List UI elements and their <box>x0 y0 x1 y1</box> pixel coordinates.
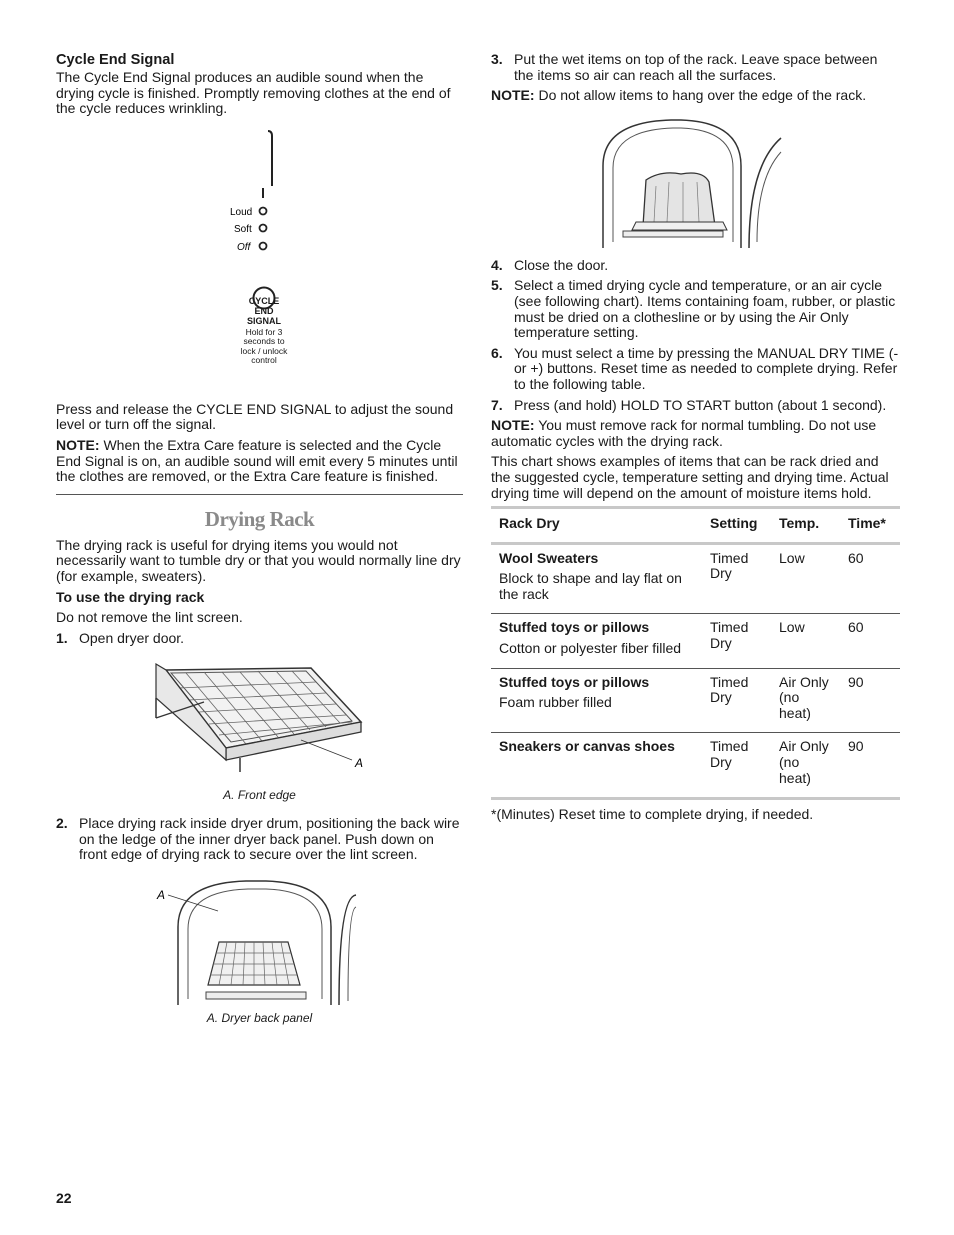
press-release-text: Press and release the CYCLE END SIGNAL to adjust the sound level or turn off the signal. <box>56 400 454 433</box>
door-inner-edge <box>757 152 781 242</box>
section-divider <box>56 494 463 495</box>
step-number: 7. <box>491 396 503 413</box>
rack-in-drum-illustration <box>56 877 463 1017</box>
level-soft-label: Soft <box>234 223 252 235</box>
step-number: 1. <box>56 629 68 646</box>
item-name: Stuffed toys or pillows <box>499 619 650 636</box>
item-cell <box>491 668 702 733</box>
time-cell: 90 <box>840 733 900 799</box>
rack-edge <box>632 222 727 230</box>
callout-a: A <box>157 887 166 902</box>
header-setting: Setting <box>702 508 771 544</box>
table-footnote: *(Minutes) Reset time to complete drying, if needed. <box>491 806 814 823</box>
step-text: Put the wet items on top of the rack. Leave space between the items so air can reach all the surfaces. <box>514 51 878 83</box>
step-text: Open dryer door. <box>79 629 185 646</box>
lock-control-hint <box>226 328 302 366</box>
table-row <box>491 733 900 799</box>
hint-line2: seconds to <box>243 336 285 347</box>
lint-screen-ledge <box>623 231 723 237</box>
items-on-rack-illustration <box>491 116 900 254</box>
level-loud-led <box>260 207 267 214</box>
note-label: NOTE: <box>491 417 535 434</box>
header-temp: Temp. <box>771 508 840 544</box>
item-name: Stuffed toys or pillows <box>499 673 650 690</box>
button-label-line3: SIGNAL <box>246 315 281 326</box>
step-text: Select a timed drying cycle and temperature, or an air cycle (see following chart). Items containing foam, rubber, or plastic must be dried on a clothesline or by using the Air Only temperature setting. <box>514 277 896 341</box>
level-bracket <box>268 131 272 186</box>
cycle-end-signal-panel-figure <box>56 122 463 312</box>
extra-care-note <box>56 438 463 485</box>
item-name: Wool Sweaters <box>499 549 599 566</box>
button-label-line1: CYCLE <box>248 295 280 306</box>
items-on-rack-figure <box>491 116 900 254</box>
cycle-end-button-label <box>226 296 302 326</box>
note-label: NOTE: <box>56 436 100 453</box>
step-1 <box>56 631 463 647</box>
dryer-back-panel-caption: A. Dryer back panel <box>206 1010 313 1025</box>
door-edge <box>749 138 781 248</box>
table-row <box>491 614 900 668</box>
setting-cell: Timed Dry <box>702 614 771 668</box>
note-text: When the Extra Care feature is selected and the Cycle End Signal is on, an audible sound will emit every 5 minutes until the clothes are removed, or the Extra Care feature is finished. <box>56 436 458 485</box>
item-detail: Cotton or polyester fiber filled <box>499 640 682 657</box>
step-text: Press (and hold) HOLD TO START button (about 1 second). <box>514 396 887 413</box>
level-off-label: Off <box>237 241 251 253</box>
note-label: NOTE: <box>491 87 535 104</box>
callout-line <box>168 895 218 911</box>
cycle-end-signal-heading: Cycle End Signal <box>56 52 175 68</box>
to-use-subheading: To use the drying rack <box>56 588 205 605</box>
step-3 <box>491 52 900 83</box>
level-off-led <box>260 242 267 249</box>
temp-cell: Air Only (no heat) <box>771 733 840 799</box>
table-row <box>491 543 900 614</box>
step-text: Close the door. <box>514 256 609 273</box>
step-number: 2. <box>56 814 68 831</box>
item-cell <box>491 543 702 614</box>
setting-cell: Timed Dry <box>702 543 771 614</box>
front-edge-caption: A. Front edge <box>223 788 296 803</box>
overhang-note <box>491 88 900 104</box>
step-7 <box>491 398 900 414</box>
step-number: 6. <box>491 344 503 361</box>
step-6 <box>491 346 900 393</box>
drying-rack-intro: The drying rack is useful for drying items you would not necessarily want to tumble dry or that you would normally line dry (for example, sweaters). <box>56 536 461 584</box>
step-number: 5. <box>491 277 503 294</box>
item-detail: Block to shape and lay flat on the rack <box>499 570 682 602</box>
header-rack-dry: Rack Dry <box>491 508 702 544</box>
temp-cell: Air Only (no heat) <box>771 668 840 733</box>
time-cell: 90 <box>840 668 900 733</box>
item-cell <box>491 614 702 668</box>
rack-dry-table <box>491 506 900 800</box>
step-2 <box>56 816 463 863</box>
temp-cell: Low <box>771 614 840 668</box>
item-name: Sneakers or canvas shoes <box>499 738 675 755</box>
rack-in-drum-figure <box>56 877 463 1017</box>
drying-rack-heading: Drying Rack <box>204 506 315 531</box>
page-number: 22 <box>56 1190 72 1206</box>
note-text: You must remove rack for normal tumbling. Do not use automatic cycles with the drying rack. <box>491 417 877 449</box>
hint-line3: lock / unlock <box>240 345 288 356</box>
time-cell: 60 <box>840 614 900 668</box>
lint-screen-ledge <box>206 992 306 999</box>
door-inner-edge <box>348 907 356 1001</box>
step-text: Place drying rack inside dryer drum, positioning the back wire on the ledge of the inner dryer back panel. Push down on front edge of drying rack to secure over the lint screen. <box>79 814 460 863</box>
item-detail: Foam rubber filled <box>499 694 612 711</box>
step-4 <box>491 258 900 274</box>
cycle-end-panel-illustration <box>56 122 463 312</box>
cycle-end-intro: The Cycle End Signal produces an audible sound when the drying cycle is finished. Promptly removing clothes at the end of the cycle reduces wrinkling. <box>56 69 451 117</box>
item-cell <box>491 733 702 799</box>
hint-line1: Hold for 3 <box>245 326 283 337</box>
table-header-row <box>491 508 900 544</box>
level-loud-label: Loud <box>230 206 253 218</box>
step-text: You must select a time by pressing the MANUAL DRY TIME (- or +) buttons. Reset time as needed to complete drying. Refer to the following table. <box>514 344 899 392</box>
button-label-line2: END <box>254 305 274 316</box>
hint-line4: control <box>251 355 277 366</box>
setting-cell: Timed Dry <box>702 733 771 799</box>
setting-cell: Timed Dry <box>702 668 771 733</box>
level-soft-led <box>260 224 267 231</box>
lint-screen-warning: Do not remove the lint screen. <box>56 609 243 626</box>
time-cell: 60 <box>840 543 900 614</box>
drying-rack-figure <box>56 660 463 795</box>
drying-rack-illustration <box>56 660 463 795</box>
right-column <box>491 52 900 828</box>
header-time: Time* <box>840 508 900 544</box>
step-5 <box>491 278 900 340</box>
step-number: 4. <box>491 256 503 273</box>
note-text: Do not allow items to hang over the edge of the rack. <box>534 87 867 104</box>
callout-line <box>301 740 352 760</box>
left-column <box>56 52 463 1026</box>
automatic-cycles-note <box>491 418 900 449</box>
chart-intro: This chart shows examples of items that can be rack dried and the suggested cycle, temperature setting and drying time. Actual drying time will depend on the amount of moisture items hold. <box>491 453 889 501</box>
sweater-on-rack <box>643 173 715 226</box>
callout-a: A <box>355 756 364 771</box>
step-number: 3. <box>491 51 503 67</box>
temp-cell: Low <box>771 543 840 614</box>
table-row <box>491 668 900 733</box>
